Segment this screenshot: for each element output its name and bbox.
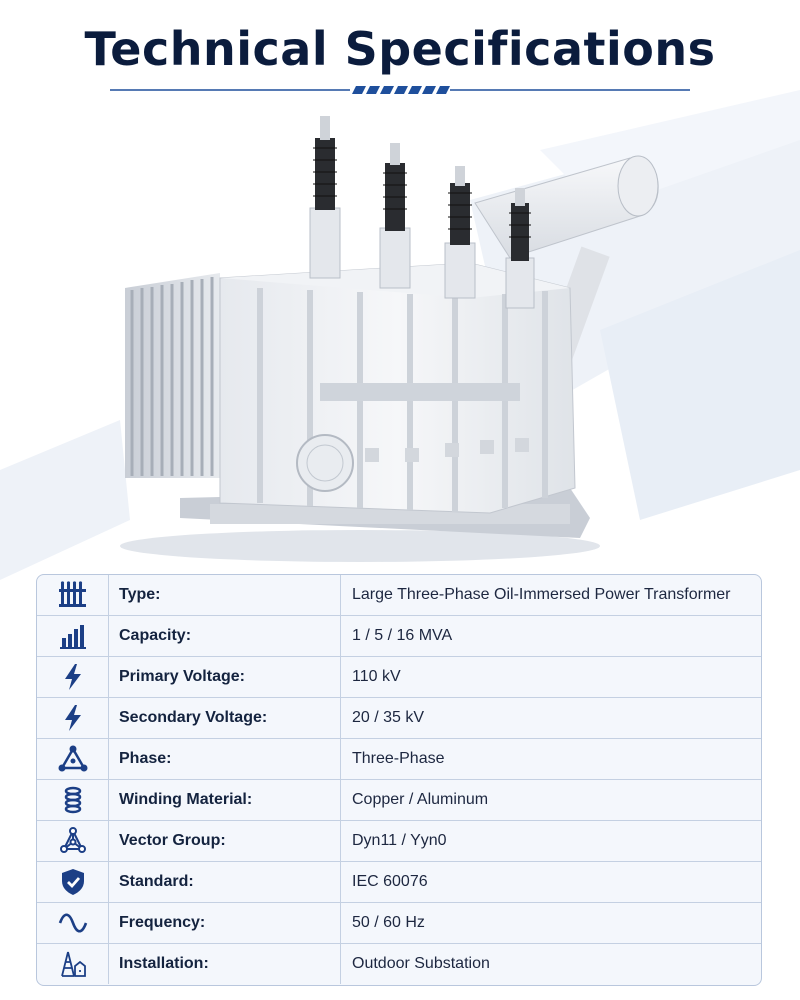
shield-check-icon xyxy=(37,862,109,902)
spec-value: Three-Phase xyxy=(352,750,445,767)
network-nodes-icon xyxy=(37,821,109,861)
spec-value: 20 / 35 kV xyxy=(352,709,425,726)
spec-value: Copper / Aluminum xyxy=(352,791,489,808)
sine-wave-icon xyxy=(37,903,109,943)
transformer-bushings-icon xyxy=(37,575,109,615)
spec-row-winding-material xyxy=(37,780,761,821)
spec-row-primary-voltage xyxy=(37,657,761,698)
spec-row-capacity xyxy=(37,616,761,657)
spec-label: Installation: xyxy=(109,944,341,984)
spec-value: IEC 60076 xyxy=(352,873,428,890)
specifications-table xyxy=(36,574,762,986)
title-underline-divider xyxy=(110,86,690,94)
substation-tower-icon xyxy=(37,944,109,984)
spec-row-phase xyxy=(37,739,761,780)
spec-row-installation xyxy=(37,944,761,984)
spec-value: 50 / 60 Hz xyxy=(352,914,425,931)
spec-row-standard xyxy=(37,862,761,903)
spec-value: 1 / 5 / 16 MVA xyxy=(352,627,453,644)
three-phase-triangle-icon xyxy=(37,739,109,779)
spec-label: Standard: xyxy=(109,862,341,902)
spec-label: Primary Voltage: xyxy=(109,657,341,697)
coil-winding-icon xyxy=(37,780,109,820)
power-transformer-illustration xyxy=(110,98,690,568)
spec-value: 110 kV xyxy=(352,668,401,685)
spec-label: Vector Group: xyxy=(109,821,341,861)
radiator-bank xyxy=(125,273,220,478)
page-title: Technical Specifications xyxy=(84,22,716,76)
bar-chart-icon xyxy=(37,616,109,656)
lightning-bolt-icon xyxy=(37,698,109,738)
spec-label: Secondary Voltage: xyxy=(109,698,341,738)
spec-label: Winding Material: xyxy=(109,780,341,820)
spec-value: Large Three-Phase Oil-Immersed Power Transformer xyxy=(352,586,731,603)
spec-label: Type: xyxy=(109,575,341,615)
spec-value: Outdoor Substation xyxy=(352,955,490,972)
spec-row-frequency xyxy=(37,903,761,944)
spec-row-secondary-voltage xyxy=(37,698,761,739)
spec-value: Dyn11 / Yyn0 xyxy=(352,832,447,849)
spec-label: Capacity: xyxy=(109,616,341,656)
lightning-bolt-icon xyxy=(37,657,109,697)
spec-row-vector-group xyxy=(37,821,761,862)
spec-row-type xyxy=(37,575,761,616)
spec-label: Phase: xyxy=(109,739,341,779)
spec-label: Frequency: xyxy=(109,903,341,943)
